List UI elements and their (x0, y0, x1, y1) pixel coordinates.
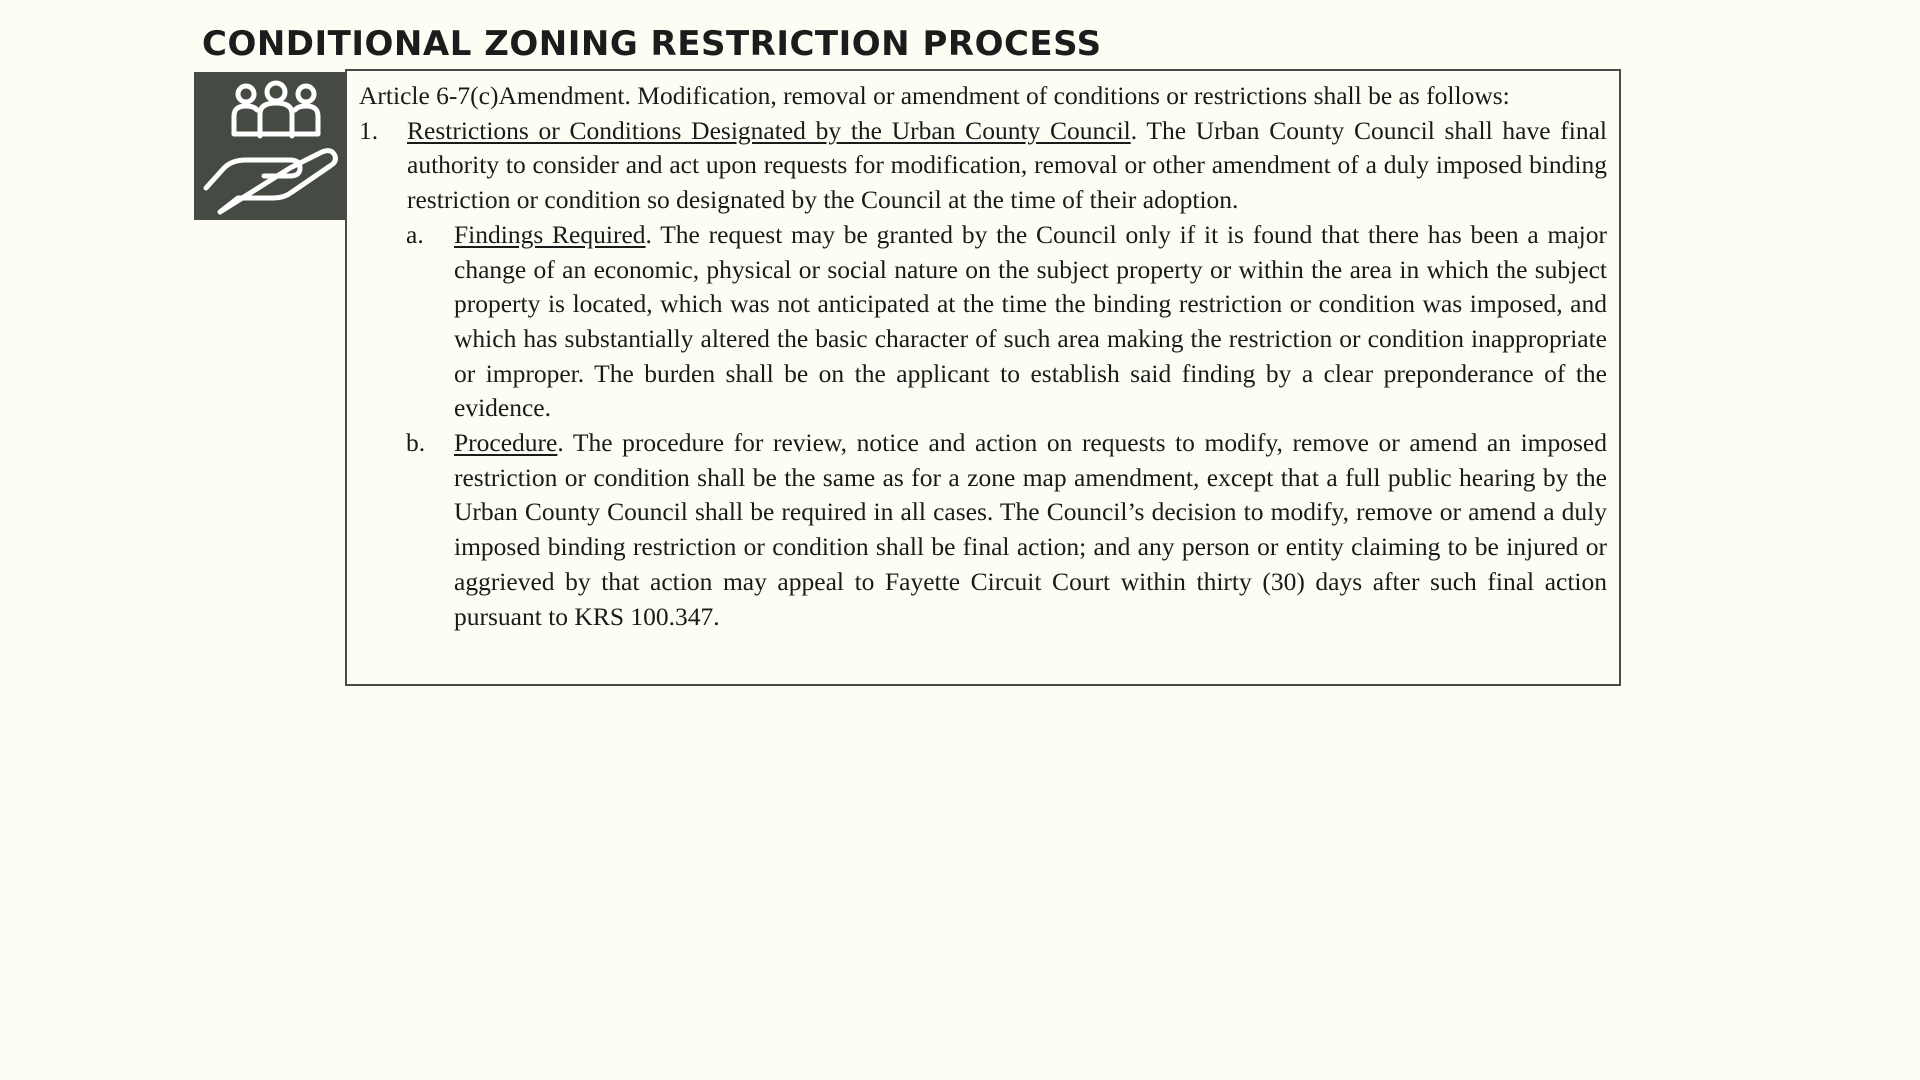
section-1-heading: Restrictions or Conditions Designated by the Urban County Council (407, 115, 1131, 145)
subsection-b-heading: Procedure (454, 428, 558, 458)
ordinance-text-box (345, 69, 1621, 686)
icon-tile (194, 72, 346, 220)
article-intro: Article 6-7(c)Amendment. Modification, removal or amendment of conditions or restrictions shall be as follows: (359, 81, 1510, 110)
page-title: CONDITIONAL ZONING RESTRICTION PROCESS (202, 24, 1102, 64)
subsection-b-text: . The procedure for review, notice and action on requests to modify, remove or amend an imposed restriction or condition shall be the same as for a zone map amendment, except that a full public hearing by the Urban County Council shall be required in all cases. The Council’s decision to modify, remove or amend a duly imposed binding restriction or condition shall be final action; and any person or entity claiming to be injured or aggrieved by that action may appeal to Fayette Circuit Court within thirty (30) days after such final action pursuant to KRS 100.347. (454, 428, 1607, 631)
subsection-a (359, 218, 1607, 426)
subsection-a-marker: a. (406, 219, 424, 249)
subsection-b-marker: b. (406, 428, 426, 458)
subsection-a-text: . The request may be granted by the Council only if it is found that there has been a major change of an economic, physical or social nature on the subject property or within the area in which the subject property is located, which was not anticipated at the time the binding restriction or condition was imposed, and which has substantially altered the basic character of such area making the restriction or condition inappropriate or improper. The burden shall be on the applicant to establish said finding by a clear preponderance of the evidence. (454, 219, 1608, 423)
community-support-icon (194, 72, 346, 220)
subsection-a-heading: Findings Required (454, 219, 646, 249)
section-1 (359, 114, 1607, 218)
subsection-b (359, 426, 1607, 634)
section-1-marker: 1. (359, 115, 379, 145)
section-1-text: . The Urban County Council shall have final authority to consider and act upon requests for modification, removal or other amendment of a duly imposed binding restriction or condition so designated by the Council at the time of their adoption. (407, 115, 1607, 215)
